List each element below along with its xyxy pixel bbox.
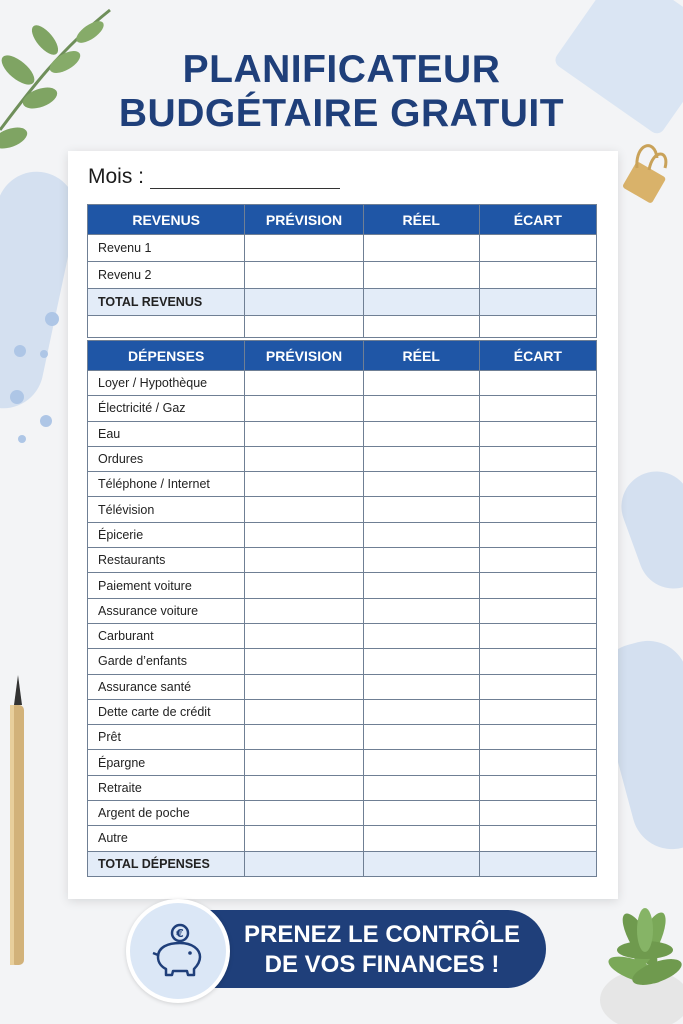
ecart-cell[interactable] — [479, 522, 596, 547]
row-label: Téléphone / Internet — [88, 472, 245, 497]
decor-dot — [40, 350, 48, 358]
depense-row — [88, 548, 597, 573]
reel-cell[interactable] — [363, 573, 479, 598]
header-revenus: REVENUS — [88, 205, 245, 235]
depense-row — [88, 801, 597, 826]
ecart-cell[interactable] — [479, 262, 596, 289]
revenu-row — [88, 235, 597, 262]
row-label: Dette carte de crédit — [88, 699, 245, 724]
row-label: Argent de poche — [88, 801, 245, 826]
banner-line2: DE VOS FINANCES ! — [264, 951, 500, 978]
header-prevision: PRÉVISION — [245, 341, 363, 371]
row-label: Télévision — [88, 497, 245, 522]
decor-dot — [10, 390, 24, 404]
reel-cell[interactable] — [363, 235, 479, 262]
binder-clip-icon — [615, 128, 675, 213]
row-label: Assurance santé — [88, 674, 245, 699]
total-label: TOTAL DÉPENSES — [88, 851, 245, 876]
row-label: Eau — [88, 421, 245, 446]
ecart-cell[interactable] — [479, 699, 596, 724]
total-prevision-cell[interactable] — [245, 289, 363, 316]
depense-row — [88, 497, 597, 522]
header-ecart: ÉCART — [479, 341, 596, 371]
row-label: Paiement voiture — [88, 573, 245, 598]
depense-row — [88, 573, 597, 598]
total-row — [88, 851, 597, 876]
prevision-cell[interactable] — [245, 573, 363, 598]
decor-dot — [45, 312, 59, 326]
prevision-cell[interactable] — [245, 750, 363, 775]
prevision-cell[interactable] — [245, 623, 363, 648]
piggy-bank-euro-icon — [148, 921, 208, 981]
reel-cell[interactable] — [363, 826, 479, 851]
row-label: Carburant — [88, 623, 245, 648]
total-reel-cell[interactable] — [363, 289, 479, 316]
succulent-plant-icon — [595, 880, 683, 1024]
prevision-cell[interactable] — [245, 801, 363, 826]
reel-cell[interactable] — [363, 725, 479, 750]
prevision-cell[interactable] — [245, 396, 363, 421]
blank-row — [88, 316, 597, 338]
blue-brush-stroke-right-top — [612, 462, 683, 599]
prevision-cell[interactable] — [245, 472, 363, 497]
prevision-cell[interactable] — [245, 522, 363, 547]
depenses-table — [87, 340, 597, 877]
ecart-cell[interactable] — [479, 598, 596, 623]
blank-cell[interactable] — [245, 316, 363, 338]
row-label: Retraite — [88, 775, 245, 800]
row-label: Assurance voiture — [88, 598, 245, 623]
reel-cell[interactable] — [363, 262, 479, 289]
decor-dot — [40, 415, 52, 427]
depense-row — [88, 598, 597, 623]
blank-cell[interactable] — [88, 316, 245, 338]
row-label: Restaurants — [88, 548, 245, 573]
ecart-cell[interactable] — [479, 674, 596, 699]
reel-cell[interactable] — [363, 775, 479, 800]
decor-dot — [14, 345, 26, 357]
row-label: Loyer / Hypothèque — [88, 371, 245, 396]
header-prevision: PRÉVISION — [245, 205, 363, 235]
total-label: TOTAL REVENUS — [88, 289, 245, 316]
ecart-cell[interactable] — [479, 775, 596, 800]
depense-row — [88, 699, 597, 724]
total-reel-cell[interactable] — [363, 851, 479, 876]
row-label: Épargne — [88, 750, 245, 775]
reel-cell[interactable] — [363, 623, 479, 648]
header-ecart: ÉCART — [479, 205, 596, 235]
total-prevision-cell[interactable] — [245, 851, 363, 876]
reel-cell[interactable] — [363, 649, 479, 674]
reel-cell[interactable] — [363, 497, 479, 522]
ecart-cell[interactable] — [479, 235, 596, 262]
prevision-cell[interactable] — [245, 421, 363, 446]
ecart-cell[interactable] — [479, 421, 596, 446]
ecart-cell[interactable] — [479, 649, 596, 674]
prevision-cell[interactable] — [245, 775, 363, 800]
prevision-cell[interactable] — [245, 371, 363, 396]
reel-cell[interactable] — [363, 371, 479, 396]
depense-row — [88, 725, 597, 750]
prevision-cell[interactable] — [245, 826, 363, 851]
blank-cell[interactable] — [479, 316, 596, 338]
row-label: Épicerie — [88, 522, 245, 547]
revenus-header-row — [88, 205, 597, 235]
reel-cell[interactable] — [363, 446, 479, 471]
depense-row — [88, 826, 597, 851]
ecart-cell[interactable] — [479, 623, 596, 648]
depense-row — [88, 421, 597, 446]
header-depenses: DÉPENSES — [88, 341, 245, 371]
reel-cell[interactable] — [363, 750, 479, 775]
prevision-cell[interactable] — [245, 699, 363, 724]
depense-row — [88, 750, 597, 775]
ecart-cell[interactable] — [479, 750, 596, 775]
depense-row — [88, 623, 597, 648]
row-label: Électricité / Gaz — [88, 396, 245, 421]
prevision-cell[interactable] — [245, 548, 363, 573]
reel-cell[interactable] — [363, 472, 479, 497]
reel-cell[interactable] — [363, 801, 479, 826]
page-title-line2: BUDGÉTAIRE GRATUIT — [118, 92, 565, 135]
depense-row — [88, 522, 597, 547]
revenus-table — [87, 204, 597, 338]
prevision-cell[interactable] — [245, 598, 363, 623]
ecart-cell[interactable] — [479, 548, 596, 573]
prevision-cell[interactable] — [245, 235, 363, 262]
total-row — [88, 289, 597, 316]
row-label: Revenu 2 — [88, 262, 245, 289]
reel-cell[interactable] — [363, 598, 479, 623]
ecart-cell[interactable] — [479, 446, 596, 471]
month-label: Mois : — [88, 165, 145, 188]
reel-cell[interactable] — [363, 548, 479, 573]
ecart-cell[interactable] — [479, 396, 596, 421]
decor-dot — [18, 435, 26, 443]
ecart-cell[interactable] — [479, 497, 596, 522]
budget-sheet — [68, 151, 618, 899]
depense-row — [88, 649, 597, 674]
svg-text:€: € — [176, 927, 184, 940]
row-label: Prêt — [88, 725, 245, 750]
revenu-row — [88, 262, 597, 289]
prevision-cell[interactable] — [245, 446, 363, 471]
ecart-cell[interactable] — [479, 725, 596, 750]
ecart-cell[interactable] — [479, 472, 596, 497]
ecart-cell[interactable] — [479, 826, 596, 851]
reel-cell[interactable] — [363, 699, 479, 724]
ecart-cell[interactable] — [479, 573, 596, 598]
prevision-cell[interactable] — [245, 725, 363, 750]
month-field — [88, 165, 340, 189]
blank-cell[interactable] — [363, 316, 479, 338]
month-input-line[interactable] — [150, 168, 340, 189]
depense-row — [88, 396, 597, 421]
row-label: Revenu 1 — [88, 235, 245, 262]
prevision-cell[interactable] — [245, 649, 363, 674]
depense-row — [88, 674, 597, 699]
pen-icon — [0, 675, 30, 965]
reel-cell[interactable] — [363, 396, 479, 421]
row-label: Ordures — [88, 446, 245, 471]
depense-row — [88, 371, 597, 396]
prevision-cell[interactable] — [245, 674, 363, 699]
ecart-cell[interactable] — [479, 801, 596, 826]
depense-row — [88, 775, 597, 800]
depense-row — [88, 472, 597, 497]
prevision-cell[interactable] — [245, 497, 363, 522]
reel-cell[interactable] — [363, 522, 479, 547]
header-reel: RÉEL — [363, 341, 479, 371]
prevision-cell[interactable] — [245, 262, 363, 289]
page-title-line1: PLANIFICATEUR — [182, 48, 501, 91]
header-reel: RÉEL — [363, 205, 479, 235]
banner-text — [232, 920, 532, 980]
depense-row — [88, 446, 597, 471]
piggy-bank-badge — [126, 899, 230, 1003]
depenses-header-row — [88, 341, 597, 371]
ecart-cell[interactable] — [479, 371, 596, 396]
total-ecart-cell[interactable] — [479, 289, 596, 316]
row-label: Garde d’enfants — [88, 649, 245, 674]
total-ecart-cell[interactable] — [479, 851, 596, 876]
banner-line1: PRENEZ LE CONTRÔLE — [243, 921, 520, 948]
reel-cell[interactable] — [363, 674, 479, 699]
reel-cell[interactable] — [363, 421, 479, 446]
row-label: Autre — [88, 826, 245, 851]
